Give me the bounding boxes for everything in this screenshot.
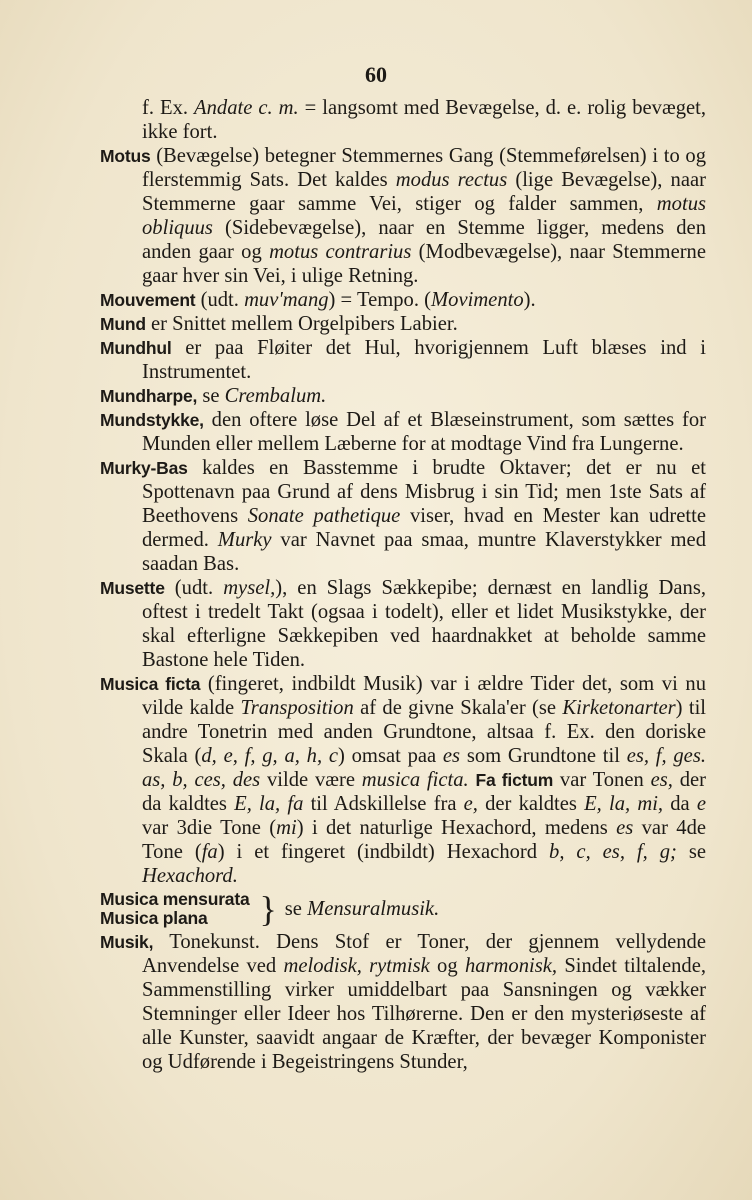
italic-term: musica ficta. [361,769,469,791]
entry-text: (Bevægelse) betegner Stemmernes Gang (Stemmeførelsen) i to og flerstemmig Sats. Det kaldes [142,145,706,191]
entry-text: var 3die Tone ( [142,817,277,839]
italic-term: Sonate pathetique [247,505,401,527]
italic-term: melodisk, rytmisk [283,955,430,977]
headword: Mund [100,314,146,334]
entry-text: der da kaldtes [142,769,706,815]
entry-text: var Tonen [553,769,651,791]
entry-text: (Modbevægelse), naar Stemmerne gaar hver sin Vei, i ulige Retning. [142,241,706,287]
headword: Mundstykke, [100,410,204,430]
italic-term: Hexachord. [142,865,238,887]
italic-term: es [442,745,461,767]
brace-headwords [100,890,250,928]
italic-term: e [696,793,707,815]
italic-term: Kirketonarter [562,697,676,719]
entry-text: = langsomt med Bevægelse, d. e. rolig bevæget, ikke fort. [142,97,706,143]
headword: Musica plana [100,908,208,928]
italic-term: E, la, fa [234,793,304,815]
italic-term: E, la, mi, [584,793,664,815]
headword: Musica ficta [100,674,201,694]
entry-text: ) i det naturlige Hexachord, medens [296,817,617,839]
entry-text: er Snittet mellem Orgelpibers Labier. [145,313,458,335]
entry-text: ) i et fingeret (indbildt) Hexachord [217,841,550,863]
italic-term: b, c, es, f, g; [549,841,677,863]
italic-term: es [616,817,634,839]
headword: Murky-Bas [100,458,188,478]
italic-term: Andate c. m. [194,97,299,119]
entry-list [100,96,706,888]
italic-term: es, f, ges. as, b, ces, des [142,745,706,791]
dictionary-entry [100,576,706,672]
entry-text: Sindet tiltalende, Sammenstilling virker umiddelbart paa Sansningen og vækker Stemninger eller Ideer hos Tilhørerne. Den er den mysteriøseste af alle Kunster, saavidt angaar de Kræfter, der bevæger Komponister og Udførende i Begeistringens Stunder, [142,955,707,1073]
entry-text: se [676,841,706,863]
entry-text: (fingeret, indbildt Musik) var i ældre Tider det, som vi nu vilde kalde [142,673,706,719]
entry-text: var 4de Tone ( [142,817,707,863]
entry-text: og [429,955,465,977]
italic-term: Crembalum. [224,385,327,407]
italic-term: mi [276,817,297,839]
dictionary-entry [100,456,706,576]
cross-reference [285,897,439,921]
headword: Mundhul [100,338,172,358]
entry-text: Tonekunst. Dens Stof er Toner, der gjennem vellydende Anvendelse ved [142,931,706,977]
dictionary-entry [100,312,706,336]
dictionary-entry [100,144,706,288]
italic-term: harmonisk, [464,955,558,977]
headword: Musica mensurata [100,889,250,909]
italic-term: motus obliquus [142,193,706,239]
italic-term: d, e, f, g, a, h, c [201,745,339,767]
italic-term: muv'mang [244,289,329,311]
entry-text: (udt. [195,289,245,311]
entry-text: der kaldtes [477,793,585,815]
dictionary-entry [100,384,706,408]
italic-term: es, [650,769,673,791]
italic-term: Transposition [240,697,354,719]
see-target: Mensuralmusik. [307,898,440,920]
entry-text: ) omsat paa [338,745,443,767]
italic-term: modus rectus [395,169,508,191]
headword: Mouvement [100,290,196,310]
entry-text: var Navnet paa smaa, muntre Klaverstykker med saadan Bas. [142,529,706,575]
entry-musik [100,930,706,1074]
italic-term: mysel, [223,577,276,599]
entry-text: viser, hvad en Mester kan udrette dermed. [142,505,706,551]
dictionary-entry [100,336,706,384]
italic-term: Movimento [431,289,524,311]
entry-text: kaldes en Basstemme i brudte Oktaver; det er nu et Spottenavn paa Grund af dens Misbrug i sin Tid; men 1ste Sats af Beethovens [142,457,706,527]
entry-text: ) til andre Tonetrin med anden Grundtone, altsaa f. Ex. den doriske Skala ( [142,697,707,767]
dictionary-entry [100,408,706,456]
entry-text: f. Ex. [142,97,195,119]
headword: Musik, [100,932,154,952]
headword: Mundharpe, [100,386,198,406]
entry-musica-mensurata-plana [100,890,706,928]
entry-text: ) = Tempo. ( [328,289,431,311]
headword: Motus [100,146,151,166]
italic-term: e, [463,793,478,815]
entry-text: ). [523,289,536,311]
page-number: 60 [365,62,387,87]
dictionary-text [100,96,706,1074]
entry-text: til Adskillelse fra [303,793,464,815]
entry-text: den oftere løse Del af et Blæseinstrument, som sættes for Munden eller mellem Læberne for at modtage Vind fra Lungerne. [142,409,706,455]
headword: Musette [100,578,165,598]
entry-text: som Grundtone til [460,745,627,767]
see-word: se [284,898,302,920]
dictionary-entry [100,288,706,312]
italic-term: Murky [217,529,272,551]
entry-text: (udt. [164,577,224,599]
entry-text: vilde være [260,769,362,791]
brace: } [259,889,277,929]
italic-term: motus contrarius [269,241,412,263]
dictionary-entry [100,96,706,144]
entry-text: af de givne Skala'er (se [353,697,563,719]
entry-text: (Sidebevægelse), naar en Stemme ligger, medens den anden gaar og [142,217,706,263]
entry-text: ), en Slags Sækkepibe; dernæst en landlig Dans, oftest i tredelt Takt (ogsaa i todelt), eller et lidet Musikstykke, der skal efterligne Sækkepiben ved haardnakket at beholde samme Bastone hele Tiden. [142,577,706,671]
inline-headword: Fa fictum [475,770,554,790]
entry-text: er paa Fløiter det Hul, hvorigjennem Luft blæses ind i Instrumentet. [142,337,706,383]
italic-term: fa [201,841,218,863]
entry-text: se [197,385,225,407]
entry-text: da [663,793,697,815]
dictionary-entry [100,672,706,888]
entry-text: (lige Bevægelse), naar Stemmerne gaar samme Vei, stiger og falder sammen, [142,169,706,215]
